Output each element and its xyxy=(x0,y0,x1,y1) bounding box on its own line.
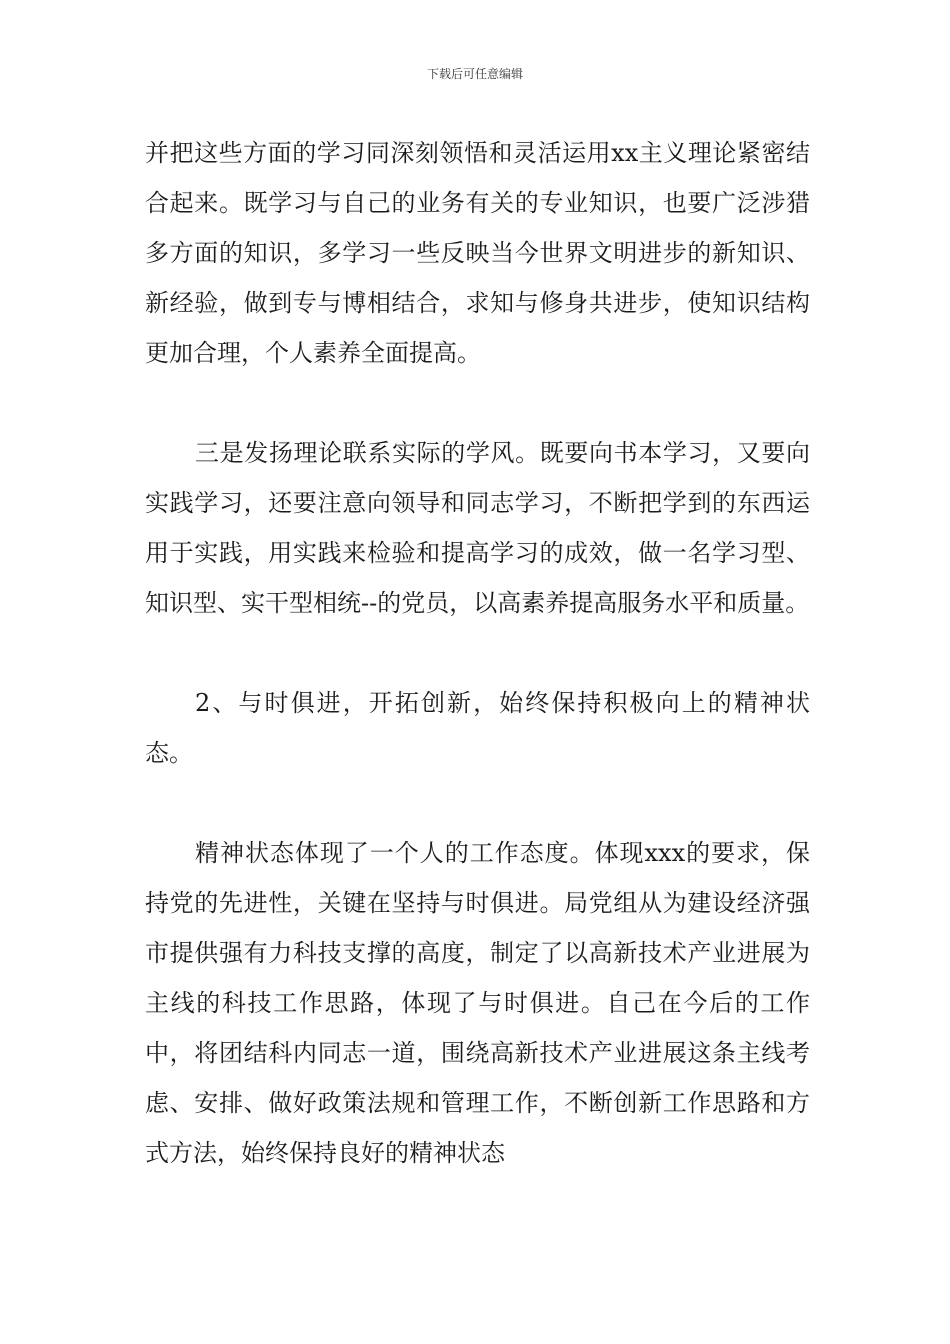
paragraph-continued-study: 并把这些方面的学习同深刻领悟和灵活运用xx主义理论紧密结合起来。既学习与自己的业务有关的专业知识，也要广泛涉猎多方面的知识，多学习一些反映当今世界文明进步的新知识、新经验，做到专与博相结合，求知与修身共进步，使知识结构更加合理，个人素养全面提高。 xyxy=(145,139,810,367)
header-note: 下载后可任意编辑 xyxy=(426,67,523,81)
paragraph-spirit-state: 精神状态体现了一个人的工作态度。体现xxx的要求，保持党的先进性，关键在坚持与时俱进。局党组从为建设经济强市提供强有力科技支撑的高度，制定了以高新技术产业进展为主线的科技工作思路，体现了与时俱进。自己在今后的工作中，将团结科内同志一道，围绕高新技术产业进展这条主线考虑、安排、做好政策法规和管理工作，不断创新工作思路和方式方法，始终保持良好的精神状态 xyxy=(145,839,810,1167)
section-heading-keep-pace: 2、与时俱进，开拓创新，始终保持积极向上的精神状态。 xyxy=(145,689,810,767)
paragraph-study-style: 三是发扬理论联系实际的学风。既要向书本学习，又要向实践学习，还要注意向领导和同志学习，不断把学到的东西运用于实践，用实践来检验和提高学习的成效，做一名学习型、知识型、实干型相统--的党员，以高素养提高服务水平和质量。 xyxy=(145,439,810,617)
document-body xyxy=(145,128,810,1178)
